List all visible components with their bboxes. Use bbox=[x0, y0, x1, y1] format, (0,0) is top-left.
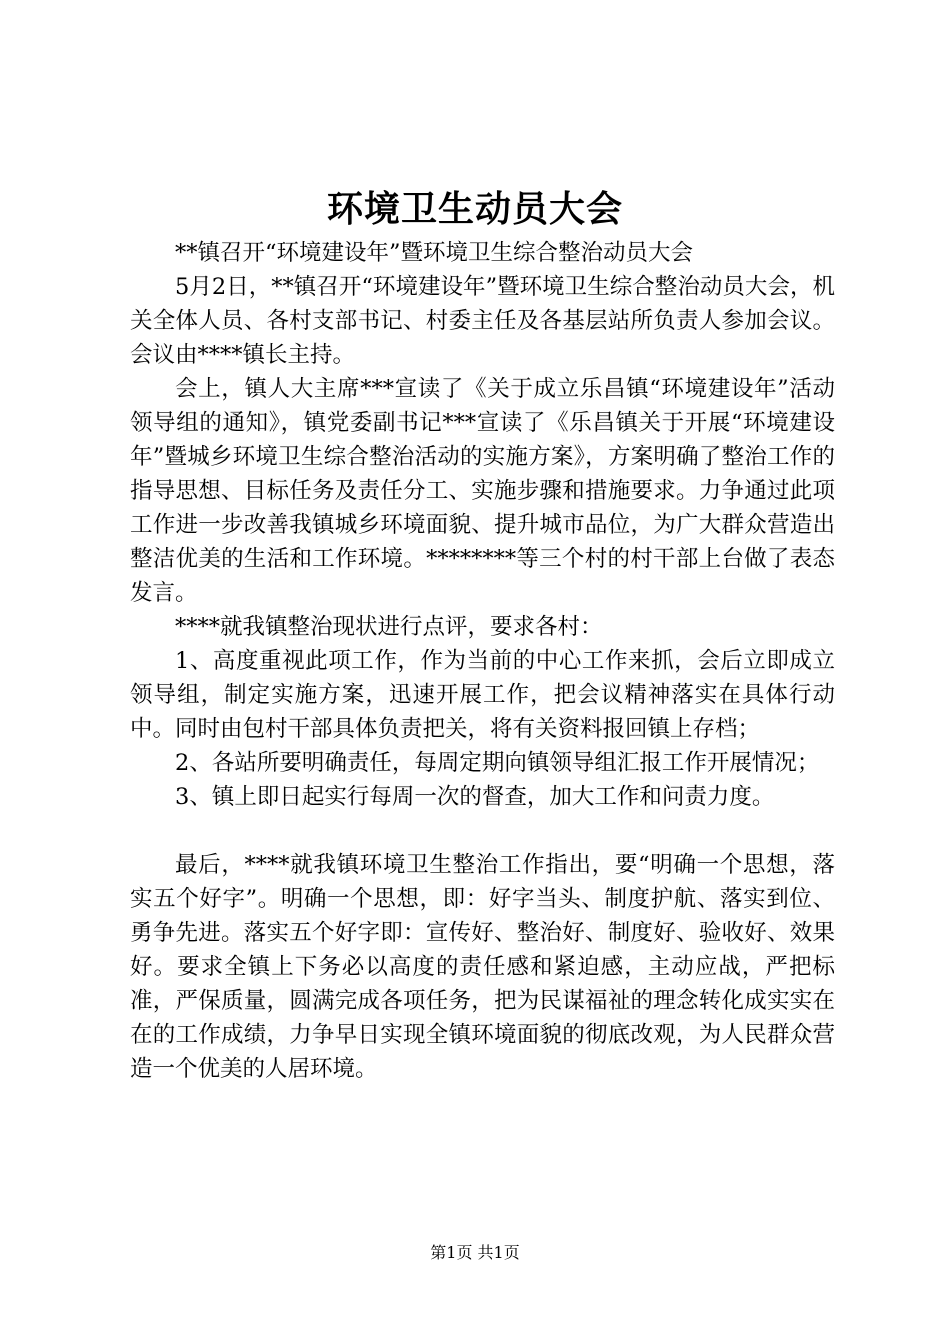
meeting-intro-paragraph: 5月2日，**镇召开“环境建设年”暨环境卫生综合整治动员大会，机关全体人员、各村支部书记、村委主任及各基层站所负责人参加会议。会议由****镇长主持。 bbox=[130, 274, 835, 368]
document-body bbox=[130, 236, 835, 1086]
document-title: 环境卫生动员大会 bbox=[326, 188, 623, 230]
requirements-intro-paragraph: ****就我镇整治现状进行点评，要求各村： bbox=[175, 614, 603, 640]
paragraph-spacer bbox=[130, 814, 835, 848]
requirement-item-3: 3、镇上即日起实行每周一次的督查，加大工作和问责力度。 bbox=[175, 784, 775, 810]
requirement-item-2: 2、各站所要明确责任，每周定期向镇领导组汇报工作开展情况； bbox=[175, 750, 820, 776]
requirement-item-1: 1、高度重视此项工作，作为当前的中心工作来抓，会后立即成立领导组，制定实施方案，迅速开展工作，把会议精神落实在具体行动中。同时由包村干部具体负责把关，将有关资料报回镇上存档； bbox=[130, 648, 835, 742]
page-footer: 第1页 共1页 bbox=[430, 1243, 520, 1262]
meeting-content-paragraph: 会上，镇人大主席***宣读了《关于成立乐昌镇“环境建设年”活动领导组的通知》，镇党委副书记***宣读了《乐昌镇关于开展“环境建设年”暨城乡环境卫生综合整治活动的实施方案》，方案明确了整治工作的指导思想、目标任务及责任分工、实施步骤和措施要求。力争通过此项工作进一步改善我镇城乡环境面貌、提升城市品位，为广大群众营造出整洁优美的生活和工作环境。********等三个村的村干部上台做了表态发言。 bbox=[130, 376, 835, 606]
closing-paragraph: 最后，****就我镇环境卫生整治工作指出，要“明确一个思想，落实五个好字”。明确一个思想，即：好字当头、制度护航、落实到位、勇争先进。落实五个好字即：宣传好、整治好、制度好、验收好、效果好。要求全镇上下务必以高度的责任感和紧迫感，主动应战，严把标准，严保质量，圆满完成各项任务，把为民谋福祉的理念转化成实实在在的工作成绩，力争早日实现全镇环境面貌的彻底改观，为人民群众营造一个优美的人居环境。 bbox=[130, 852, 835, 1082]
subtitle-paragraph: **镇召开“环境建设年”暨环境卫生综合整治动员大会 bbox=[175, 240, 694, 266]
